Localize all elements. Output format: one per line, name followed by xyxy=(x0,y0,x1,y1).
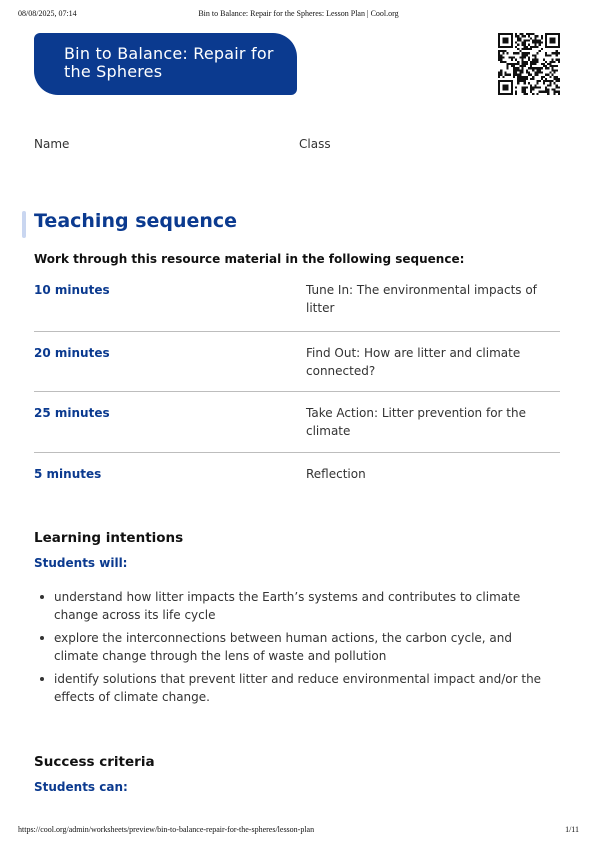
sequence-activity: Find Out: How are litter and climate connected? xyxy=(306,346,521,378)
print-footer xyxy=(18,825,579,834)
section-accent-bar xyxy=(22,211,26,238)
print-datetime: 08/08/2025, 07:14 xyxy=(18,9,77,18)
list-item xyxy=(34,670,554,706)
learning-intentions-title: Learning intentions xyxy=(34,530,184,546)
learning-intentions-list xyxy=(34,588,554,711)
sequence-activity: Reflection xyxy=(306,467,366,481)
sequence-time: 20 minutes xyxy=(34,346,110,360)
bullet-icon xyxy=(40,595,44,599)
lesson-title: Bin to Balance: Repair for the Spheres xyxy=(64,44,274,81)
sequence-time: 10 minutes xyxy=(34,283,110,297)
list-item-text: explore the interconnections between human actions, the carbon cycle, and climate change through the lens of waste and pollution xyxy=(54,631,513,663)
sequence-row xyxy=(34,281,560,332)
sequence-time: 25 minutes xyxy=(34,406,110,420)
bullet-icon xyxy=(40,636,44,640)
title-banner xyxy=(34,33,297,95)
sequence-table xyxy=(34,281,560,493)
sequence-activity: Take Action: Litter prevention for the climate xyxy=(306,406,526,438)
list-item xyxy=(34,588,554,624)
bullet-icon xyxy=(40,677,44,681)
list-item-text: understand how litter impacts the Earth’s systems and contributes to climate change across its life cycle xyxy=(54,590,521,622)
print-header xyxy=(18,9,579,18)
sequence-time: 5 minutes xyxy=(34,467,102,481)
sequence-row xyxy=(34,453,560,493)
success-subtitle: Students can: xyxy=(34,780,128,794)
print-url: https://cool.org/admin/worksheets/preview/bin-to-balance-repair-for-the-spheres/lesson-plan xyxy=(18,825,315,834)
list-item xyxy=(34,629,554,665)
sequence-row xyxy=(34,332,560,392)
name-field-label: Name xyxy=(34,137,70,151)
qr-code-icon xyxy=(498,33,560,95)
teaching-sequence-title: Teaching sequence xyxy=(34,210,238,232)
learning-subtitle: Students will: xyxy=(34,556,128,570)
sequence-row xyxy=(34,392,560,453)
teaching-intro: Work through this resource material in the following sequence: xyxy=(34,252,465,266)
list-item-text: identify solutions that prevent litter and reduce environmental impact and/or the effects of climate change. xyxy=(54,672,542,704)
sequence-activity: Tune In: The environmental impacts of litter xyxy=(306,283,537,315)
print-title: Bin to Balance: Repair for the Spheres: Lesson Plan | Cool.org xyxy=(198,9,399,18)
page-number: 1/11 xyxy=(565,825,579,834)
class-field-label: Class xyxy=(299,137,331,151)
success-criteria-title: Success criteria xyxy=(34,754,155,770)
